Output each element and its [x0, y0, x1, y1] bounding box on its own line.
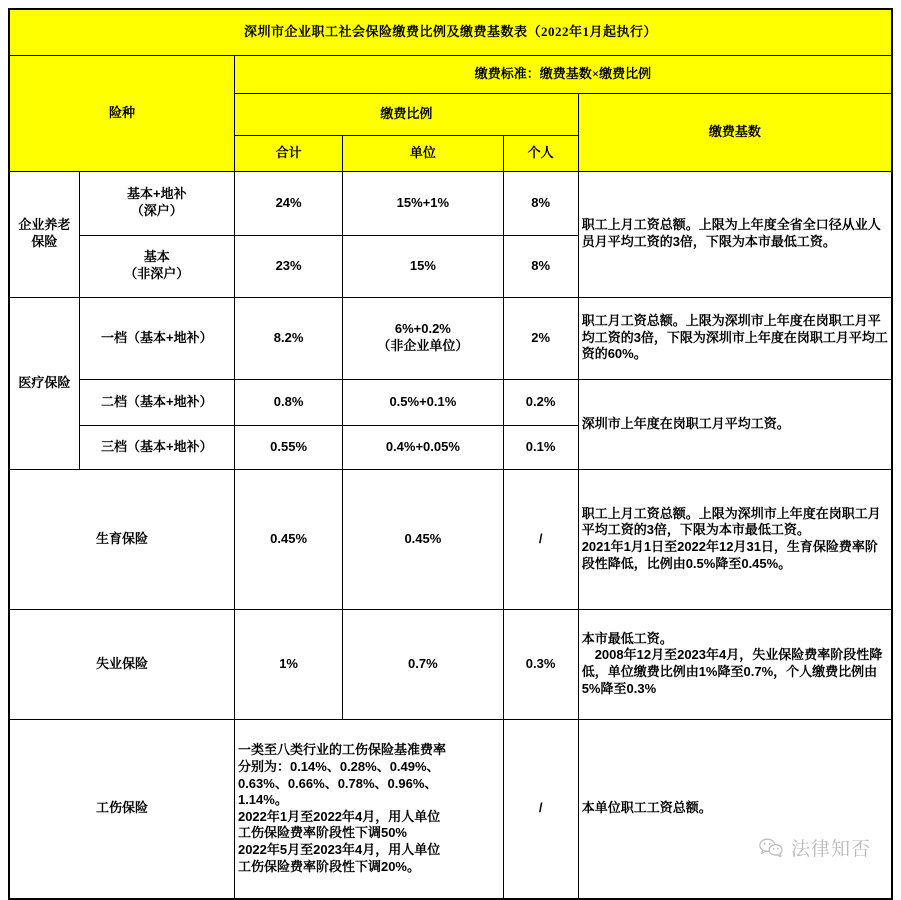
social-insurance-table: [8, 8, 893, 900]
cell-individual: 8%: [503, 235, 578, 297]
cell-total: 8.2%: [234, 297, 342, 379]
cell-total: 0.45%: [234, 469, 342, 609]
injury-rate-line-2: 分别为：0.14%、0.28%、0.49%、: [237, 758, 440, 774]
row-category-maternity: 生育保险: [9, 469, 234, 609]
table-row-item: [79, 171, 234, 235]
cell-employer: 0.7%: [343, 609, 503, 719]
header-employer: 单位: [343, 135, 503, 171]
cell-individual: 8%: [503, 171, 578, 235]
injury-rate-line-1: 一类至八类行业的工伤保险基准费率: [237, 742, 446, 758]
cell-total: 0.55%: [234, 425, 342, 469]
cell-employer-line1: 6%+0.2%: [394, 321, 451, 337]
cell-injury-rates: [234, 719, 503, 899]
cell-employer: 0.4%+0.05%: [343, 425, 503, 469]
cell-individual: 0.1%: [503, 425, 578, 469]
header-individual: 个人: [503, 135, 578, 171]
cell-employer: 15%: [343, 235, 503, 297]
base-line-1: 职工上月工资总额。上限为深圳市上年度在岗职工月平均工资的3倍，下限为本市最低工资。: [581, 505, 881, 538]
cell-individual: 0.3%: [503, 609, 578, 719]
injury-rate-line-7: 2022年5月至2023年4月，用人单位: [237, 842, 441, 857]
cell-base-medical-1: 职工月工资总额。上限为深圳市上年度在岗职工月平均工资的3倍，下限为深圳市上年度在岗职工月平均工资的60%。: [578, 297, 892, 379]
base-line-2: 2008年12月至2023年4月，失业保险费率阶段性降低，单位缴费比例由1%降至0.7%，个人缴费比例由5%降至0.3%: [581, 647, 883, 696]
cell-total: 23%: [234, 235, 342, 297]
item-label-line2: （非深户）: [124, 266, 190, 281]
table-row-item: [79, 235, 234, 297]
cell-base-injury: 本单位职工工资总额。: [578, 719, 892, 899]
injury-rate-line-4: 1.14%。: [237, 792, 288, 808]
cell-individual: 2%: [503, 297, 578, 379]
header-base: 缴费基数: [578, 93, 892, 171]
cell-base-maternity: [578, 469, 892, 609]
base-line-2: 2021年1月1日至2022年12月31日，生育保险费率阶段性降低，比例由0.5%降至0.45%。: [581, 539, 878, 571]
cell-employer-line2: （非企业单位）: [377, 338, 469, 353]
table-title: 深圳市企业职工社会保险缴费比例及缴费基数表（2022年1月起执行）: [9, 9, 892, 55]
cell-employer: 0.45%: [343, 469, 503, 609]
cell-base-medical-merged: 深圳市上年度在岗职工月平均工资。: [578, 379, 892, 469]
cell-employer: 15%+1%: [343, 171, 503, 235]
header-standard: 缴费标准：缴费基数×缴费比例: [234, 55, 892, 93]
row-category-medical: 医疗保险: [9, 297, 79, 469]
cell-individual: /: [503, 719, 578, 899]
header-ratio: 缴费比例: [234, 93, 578, 135]
row-category-pension: 企业养老保险: [9, 171, 79, 297]
header-total: 合计: [234, 135, 342, 171]
cell-base-unemployment: [578, 609, 892, 719]
cell-employer: 0.5%+0.1%: [343, 379, 503, 425]
injury-rate-line-6: 工伤保险费率阶段性下调50%: [237, 825, 407, 841]
cell-total: 1%: [234, 609, 342, 719]
injury-rate-line-3: 0.63%、0.66%、0.78%、0.96%、: [237, 775, 438, 791]
cell-base-pension: 职工上月工资总额。上限为上年度全省全口径从业人员月平均工资的3倍，下限为本市最低工资。: [578, 171, 892, 297]
table-row-item: 二档（基本+地补）: [79, 379, 234, 425]
cell-individual: /: [503, 469, 578, 609]
cell-total: 0.8%: [234, 379, 342, 425]
table-row-item: 一档（基本+地补）: [79, 297, 234, 379]
table-row-item: 三档（基本+地补）: [79, 425, 234, 469]
row-category-injury: 工伤保险: [9, 719, 234, 899]
cell-total: 24%: [234, 171, 342, 235]
insurance-table-page: [8, 8, 893, 889]
injury-rate-line-8: 工伤保险费率阶段性下调20%。: [237, 858, 420, 874]
header-risk-type: 险种: [9, 55, 234, 171]
injury-rate-line-5: 2022年1月至2022年4月，用人单位: [237, 808, 441, 824]
cell-individual: 0.2%: [503, 379, 578, 425]
item-label-line2: （深户）: [130, 203, 183, 218]
base-line-1: 本市最低工资。: [581, 630, 673, 646]
watermark-text: 法律知否: [790, 839, 871, 860]
cell-employer: [343, 297, 503, 379]
item-label-line1: 基本: [143, 249, 170, 265]
row-category-unemployment: 失业保险: [9, 609, 234, 719]
item-label-line1: 基本+地补: [127, 186, 187, 202]
